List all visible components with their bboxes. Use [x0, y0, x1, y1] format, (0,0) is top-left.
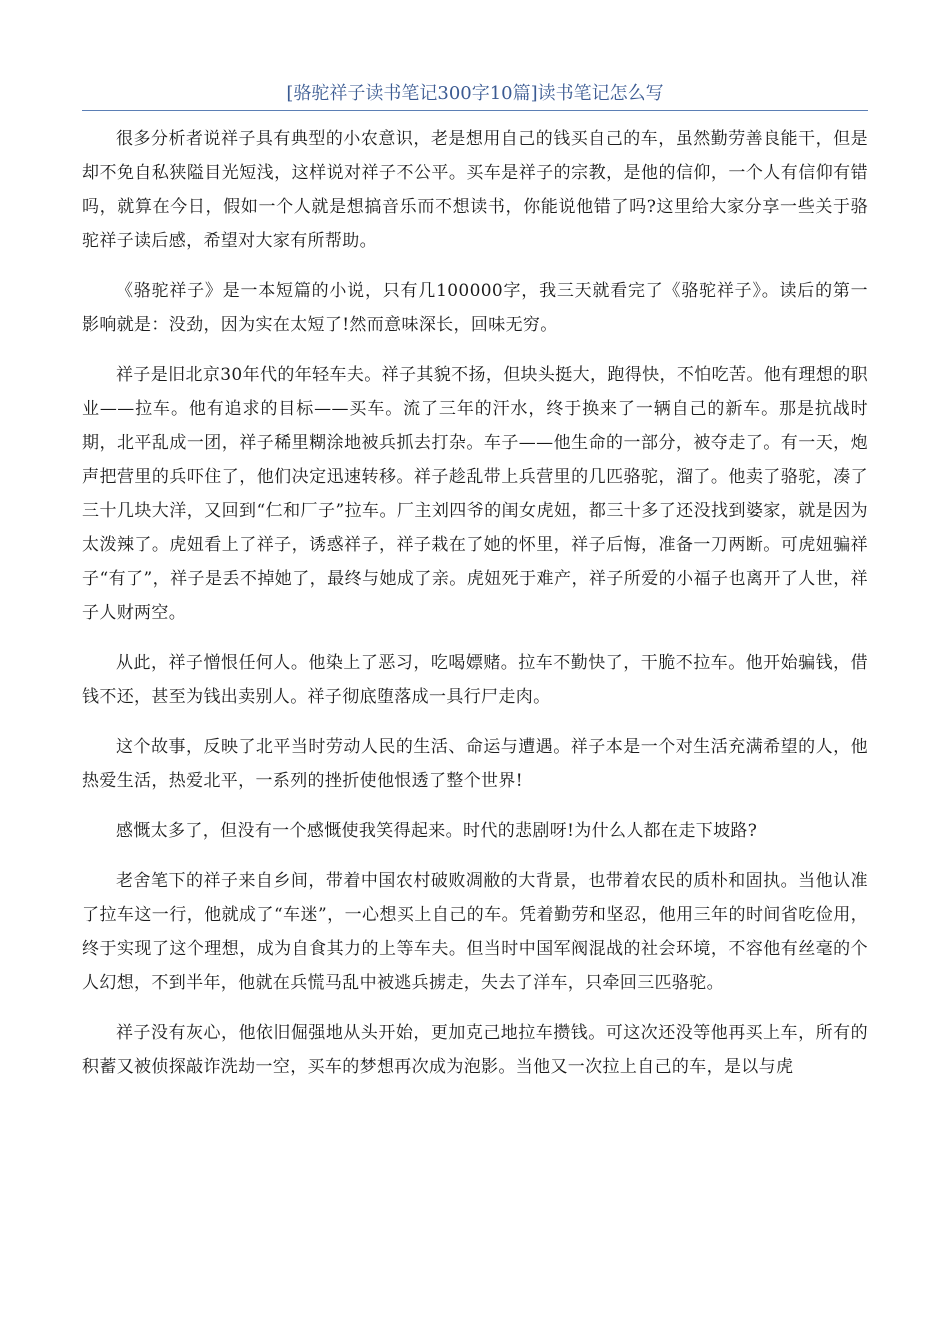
paragraph: 很多分析者说祥子具有典型的小农意识，老是想用自己的钱买自己的车，虽然勤劳善良能干，但是却不免自私狭隘目光短浅，这样说对祥子不公平。买车是祥子的宗教，是他的信仰，一个人有信仰有错吗，就算在今日，假如一个人就是想搞音乐而不想读书，你能说他错了吗?这里给大家分享一些关于骆驼祥子读后感，希望对大家有所帮助。 — [82, 129, 868, 251]
paragraph: 感慨太多了，但没有一个感慨使我笑得起来。时代的悲剧呀!为什么人都在走下坡路? — [116, 821, 758, 841]
paragraph: 《骆驼祥子》是一本短篇的小说，只有几100000字，我三天就看完了《骆驼祥子》。读后的第一影响就是：没劲，因为实在太短了!然而意味深长，回味无穷。 — [82, 281, 868, 335]
page-header — [82, 80, 868, 111]
paragraph: 从此，祥子憎恨任何人。他染上了恶习，吃喝嫖赌。拉车不勤快了，干脆不拉车。他开始骗钱，借钱不还，甚至为钱出卖别人。祥子彻底堕落成一具行尸走肉。 — [82, 653, 868, 707]
document-body — [82, 122, 868, 1100]
document-title: [骆驼祥子读书笔记300字10篇]读书笔记怎么写 — [286, 83, 664, 104]
paragraph: 祥子没有灰心，他依旧倔强地从头开始，更加克己地拉车攒钱。可这次还没等他再买上车，所有的积蓄又被侦探敲诈洗劫一空，买车的梦想再次成为泡影。当他又一次拉上自己的车，是以与虎 — [82, 1023, 868, 1077]
paragraph: 老舍笔下的祥子来自乡间，带着中国农村破败凋敝的大背景，也带着农民的质朴和固执。当他认准了拉车这一行，他就成了“车迷”，一心想买上自己的车。凭着勤劳和坚忍，他用三年的时间省吃俭用，终于实现了这个理想，成为自食其力的上等车夫。但当时中国军阀混战的社会环境，不容他有丝毫的个人幻想，不到半年，他就在兵慌马乱中被逃兵掳走，失去了洋车，只牵回三匹骆驼。 — [82, 871, 868, 993]
paragraph: 这个故事，反映了北平当时劳动人民的生活、命运与遭遇。祥子本是一个对生活充满希望的人，他热爱生活，热爱北平，一系列的挫折使他恨透了整个世界! — [82, 737, 868, 791]
paragraph: 祥子是旧北京30年代的年轻车夫。祥子其貌不扬，但块头挺大，跑得快，不怕吃苦。他有理想的职业——拉车。他有追求的目标——买车。流了三年的汗水，终于换来了一辆自己的新车。那是抗战时期，北平乱成一团，祥子稀里糊涂地被兵抓去打杂。车子——他生命的一部分，被夺走了。有一天，炮声把营里的兵吓住了，他们决定迅速转移。祥子趁乱带上兵营里的几匹骆驼，溜了。他卖了骆驼，凑了三十几块大洋，又回到“仁和厂子”拉车。厂主刘四爷的闺女虎妞，都三十多了还没找到婆家，就是因为太泼辣了。虎妞看上了祥子，诱惑祥子，祥子栽在了她的怀里，祥子后悔，准备一刀两断。可虎妞骗祥子“有了”，祥子是丢不掉她了，最终与她成了亲。虎妞死于难产，祥子所爱的小福子也离开了人世，祥子人财两空。 — [82, 365, 868, 623]
